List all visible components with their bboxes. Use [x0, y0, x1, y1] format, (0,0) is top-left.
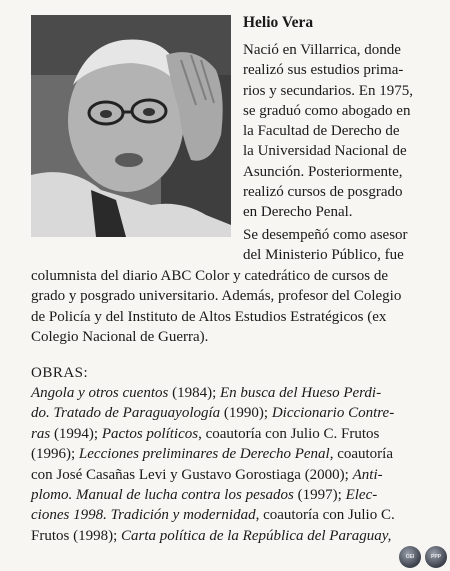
work-detail: (1996); [31, 446, 79, 463]
works-line [31, 403, 436, 423]
work-title: do. Tratado de Paraguayología [31, 405, 221, 422]
works-line [31, 505, 436, 525]
work-title: Lecciones preliminares de Derecho Penal [78, 446, 330, 463]
works-line [31, 485, 436, 505]
author-photo [31, 15, 231, 237]
work-title: Anti- [352, 466, 383, 483]
bio-paragraph-2-full [31, 266, 436, 347]
work-title: Angola y otros cuentos [31, 385, 169, 401]
bio-line: de Policía y del Instituto de Altos Estudios Estratégicos (ex [31, 308, 387, 325]
bio-line: Nació en Villarrica, donde [243, 42, 401, 58]
bio-line: en Derecho Penal. [243, 204, 353, 221]
bio-paragraph-2-side [243, 225, 443, 266]
bio-line: Asunción. Posteriormente, [243, 163, 403, 180]
author-portrait-image [31, 15, 231, 237]
work-detail: (1990); [220, 405, 272, 422]
works-list [31, 383, 436, 546]
works-line [31, 444, 436, 464]
works-line [31, 383, 436, 403]
sponsor-logo-icon: PPP [425, 546, 447, 568]
bio-line: Colegio Nacional de Guerra). [31, 328, 209, 345]
works-heading: OBRAS: [31, 365, 89, 381]
bio-line: la Facultad de Derecho de [243, 123, 400, 140]
works-line [31, 424, 436, 444]
bio-line: del Ministerio Público, fue [243, 247, 404, 264]
bio-line: la Universidad Nacional de [243, 143, 407, 160]
footer-logos [399, 546, 447, 568]
publisher-logo-icon: OEI [399, 546, 421, 568]
work-title: ras [31, 425, 51, 442]
work-detail: con José Casañas Levi y Gustavo Gorostiaga (2000); [31, 466, 353, 483]
work-title: En busca del Hueso Perdi- [220, 385, 382, 401]
bio-line: Se desempeñó como asesor [243, 227, 408, 243]
work-title: Elec- [345, 487, 378, 504]
work-detail: (1997); [293, 487, 346, 504]
work-detail: , coautoría [329, 446, 393, 463]
bio-paragraph-1 [243, 40, 443, 223]
work-title: Diccionario Contre- [271, 405, 395, 422]
bio-line: realizó sus estudios prima- [243, 62, 404, 79]
works-line [31, 526, 436, 546]
bio-line: rios y secundarios. En 1975, [243, 82, 413, 99]
work-title: ciones 1998. Tradición y modernidad [31, 507, 256, 524]
author-name: Helio Vera [243, 14, 314, 31]
bio-line: columnista del diario ABC Color y catedrático de cursos de [31, 268, 388, 284]
work-title: plomo. Manual de lucha contra los pesados [31, 487, 294, 504]
work-detail: (1984); [168, 385, 221, 401]
bio-line: grado y posgrado universitario. Además, profesor del Colegio [31, 288, 402, 305]
work-detail: , coautoría con Julio C. [255, 507, 395, 524]
work-title: Carta política de la República del Paraguay, [121, 527, 392, 544]
work-title: Pactos políticos [101, 425, 199, 442]
works-line [31, 465, 436, 485]
work-detail: (1994); [50, 425, 102, 442]
bio-line: se graduó como abogado en [243, 102, 411, 119]
bio-line: realizó cursos de posgrado [243, 184, 403, 201]
work-detail: , coautoría con Julio C. Frutos [198, 425, 380, 442]
work-detail: Frutos (1998); [31, 527, 121, 544]
